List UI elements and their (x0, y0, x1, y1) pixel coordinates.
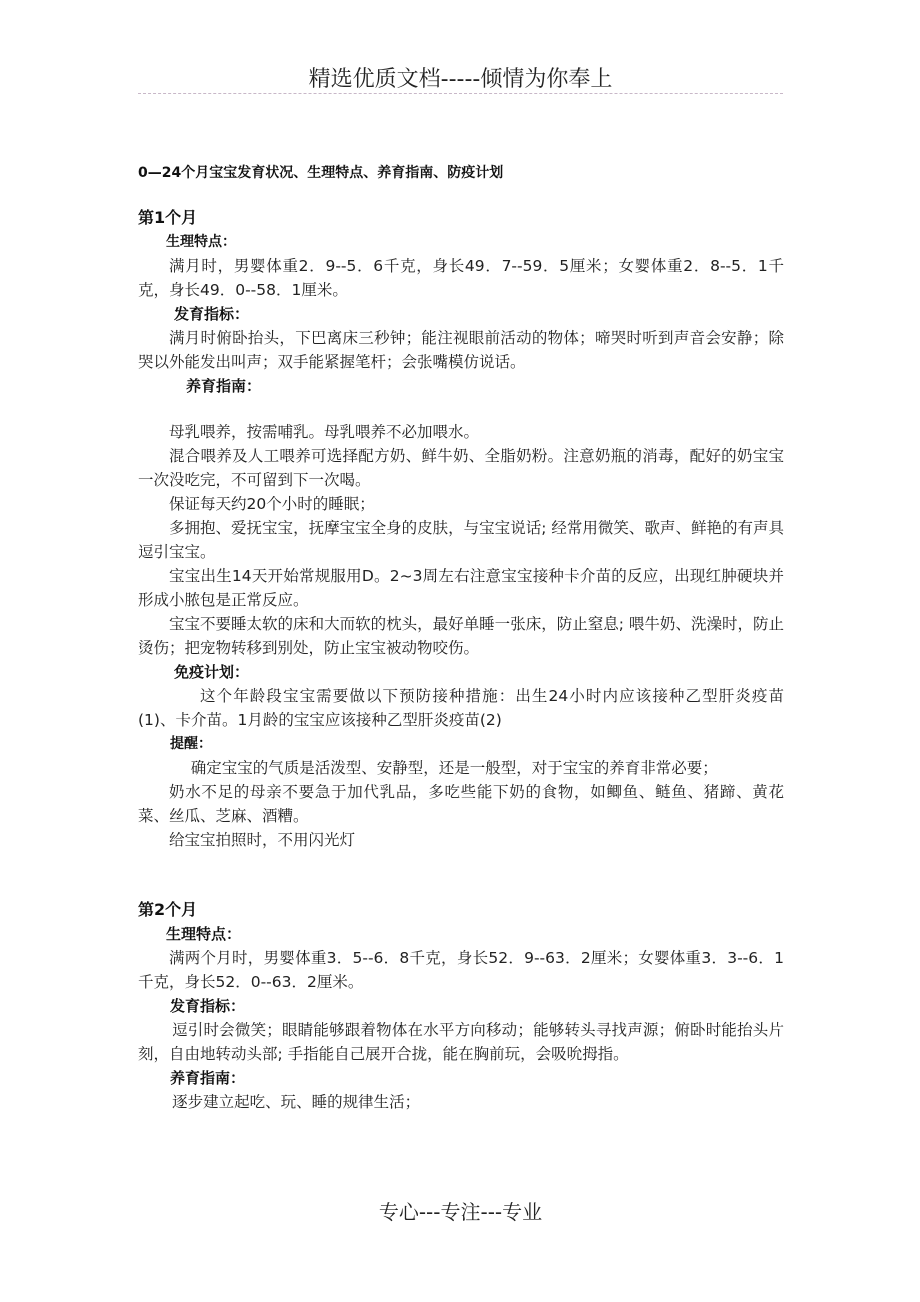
paragraph: 保证每天约20个小时的睡眠； (169, 495, 375, 513)
page-footer: 专心---专注---专业 (378, 1200, 543, 1224)
section-label-reminder: 提醒： (170, 736, 212, 752)
section-label-physio: 生理特点： (166, 234, 236, 250)
paragraph: 满月时俯卧抬头，下巴离床三秒钟；能注视眼前活动的物体；啼哭时听到声音会安静；除哭以外能发出叫声；双手能紧握笔杆；会张嘴模仿说话。 (138, 329, 784, 371)
month-1-section (138, 206, 784, 852)
header-divider (138, 93, 783, 94)
document-body (138, 206, 784, 1114)
section-label-vaccine: 免疫计划： (174, 663, 250, 681)
section-label-care: 养育指南： (186, 377, 262, 395)
section-label-physio: 生理特点： (166, 925, 242, 943)
month-heading: 第2个月 (138, 900, 198, 919)
paragraph: 逗引时会微笑；眼睛能够跟着物体在水平方向移动；能够转头寻找声源；俯卧时能抬头片刻，自由地转动头部; 手指能自己展开合拢，能在胸前玩，会吸吮拇指。 (138, 1021, 784, 1063)
page-header: 精选优质文档-----倾情为你奉上 (308, 67, 613, 92)
paragraph: 宝宝出生14天开始常规服用D。2~3周左右注意宝宝接种卡介苗的反应，出现红肿硬块并形成小脓包是正常反应。 (138, 567, 784, 609)
paragraph: 宝宝不要睡太软的床和大而软的枕头，最好单睡一张床，防止窒息; 喂牛奶、洗澡时，防止烫伤；把宠物转移到别处，防止宝宝被动物咬伤。 (138, 615, 784, 657)
document-title: 0—24个月宝宝发育状况、生理特点、养育指南、防疫计划 (138, 165, 504, 181)
section-label-development: 发育指标： (170, 997, 246, 1015)
paragraph: 逐步建立起吃、玩、睡的规律生活； (172, 1093, 421, 1111)
paragraph: 这个年龄段宝宝需要做以下预防接种措施：出生24小时内应该接种乙型肝炎疫苗(1)、卡介苗。1月龄的宝宝应该接种乙型肝炎疫苗(2) (138, 687, 784, 729)
month-heading: 第1个月 (138, 208, 198, 227)
paragraph: 奶水不足的母亲不要急于加代乳品，多吃些能下奶的食物，如鲫鱼、鲢鱼、猪蹄、黄花菜、丝瓜、芝麻、酒糟。 (138, 783, 784, 825)
paragraph: 给宝宝拍照时，不用闪光灯 (169, 831, 356, 849)
paragraph: 母乳喂养，按需哺乳。母乳喂养不必加喂水。 (169, 423, 480, 441)
paragraph: 混合喂养及人工喂养可选择配方奶、鲜牛奶、全脂奶粉。注意奶瓶的消毒，配好的奶宝宝一次没吃完，不可留到下一次喝。 (138, 447, 784, 489)
month-2-section (138, 898, 784, 1114)
paragraph: 满月时，男婴体重2．9--5．6千克，身长49．7--59．5厘米；女婴体重2．8--5．1千克，身长49．0--58．1厘米。 (138, 257, 784, 299)
section-label-development: 发育指标： (174, 305, 250, 323)
paragraph: 多拥抱、爱抚宝宝，抚摩宝宝全身的皮肤，与宝宝说话; 经常用微笑、歌声、鲜艳的有声具逗引宝宝。 (138, 519, 784, 561)
paragraph: 确定宝宝的气质是活泼型、安静型，还是一般型，对于宝宝的养育非常必要； (190, 759, 718, 777)
section-label-care: 养育指南： (170, 1069, 246, 1087)
paragraph: 满两个月时，男婴体重3．5--6．8千克，身长52．9--63．2厘米；女婴体重3．3--6．1千克，身长52．0--63．2厘米。 (138, 949, 784, 991)
